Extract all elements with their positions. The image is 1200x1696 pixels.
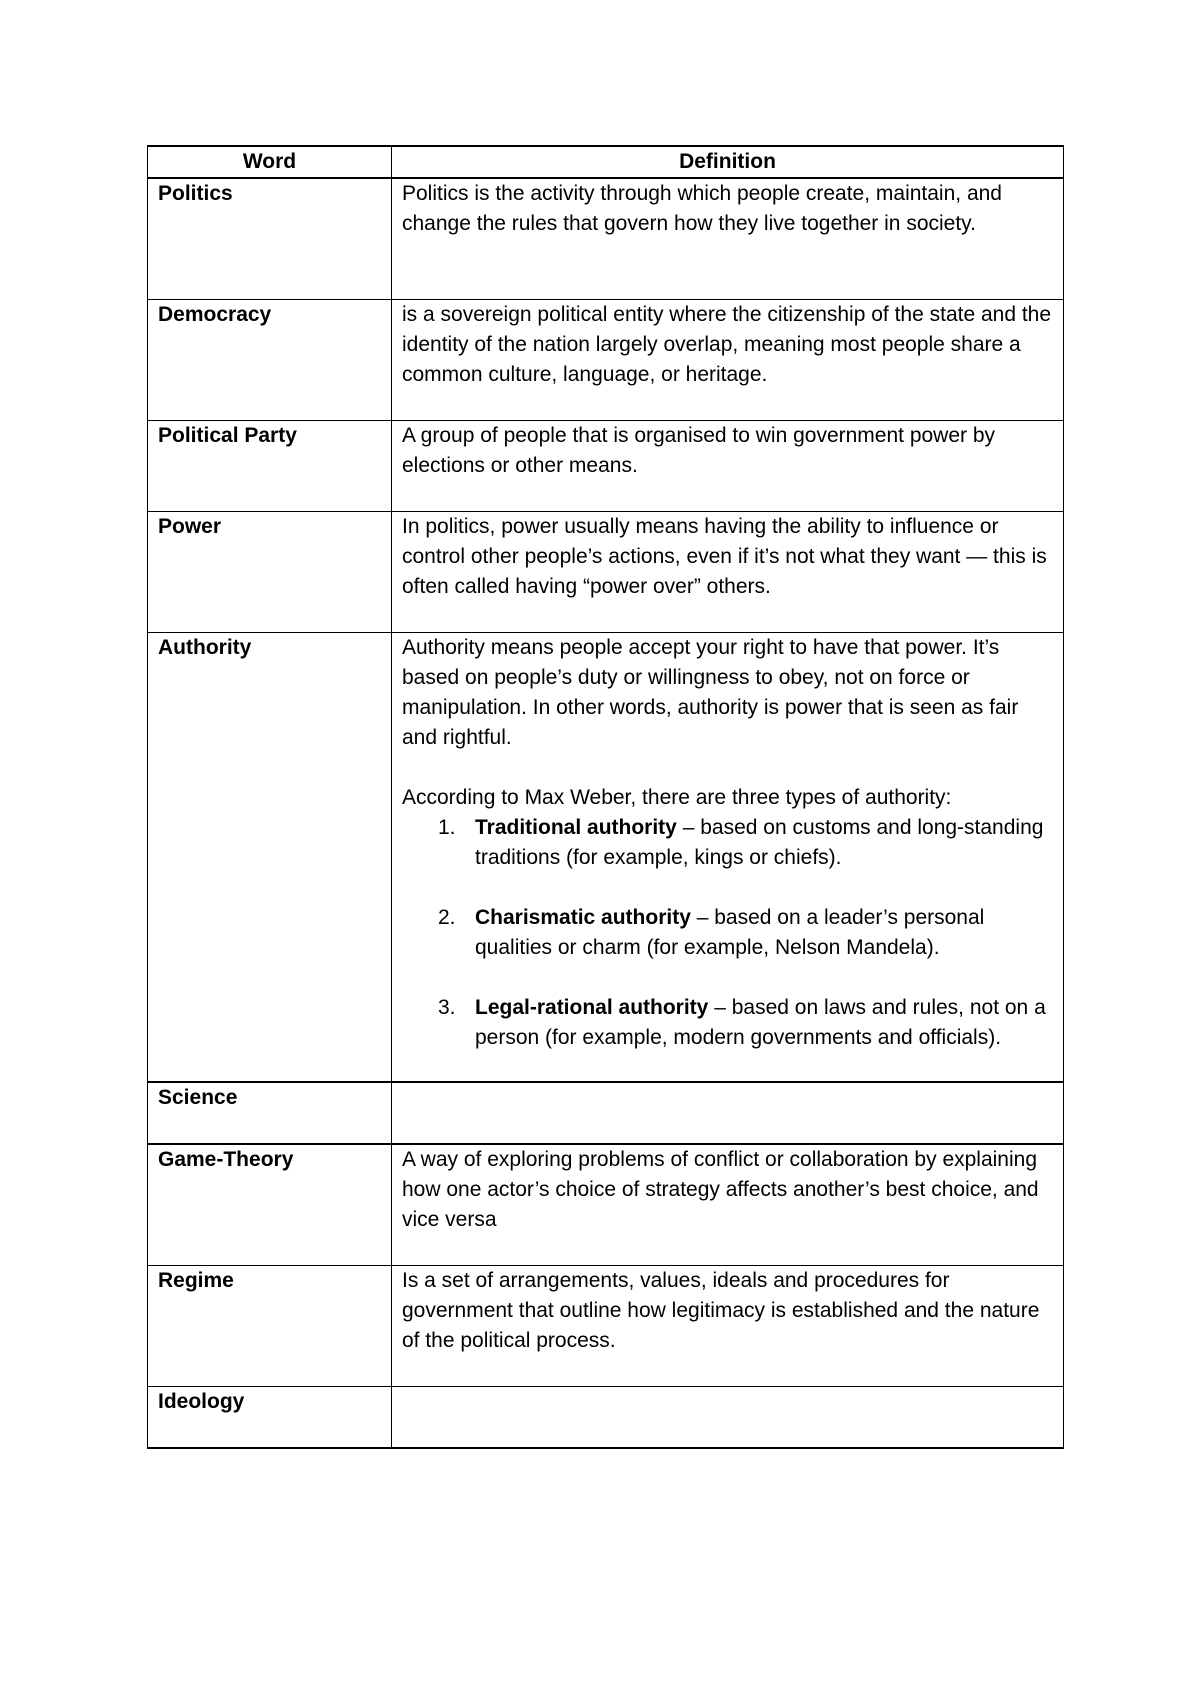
term-cell: Science [148, 1082, 392, 1144]
authority-types-list [402, 813, 1053, 1053]
list-number: 2. [438, 906, 456, 929]
paragraph-spacer [402, 753, 1053, 783]
table-row [148, 633, 1064, 1083]
list-item [438, 993, 1053, 1053]
term-cell: Democracy [148, 300, 392, 421]
term-cell: Politics [148, 178, 392, 300]
term-cell: Regime [148, 1266, 392, 1387]
definition-cell: A group of people that is organised to win government power by elections or other means. [392, 421, 1064, 512]
definition-cell [392, 1082, 1064, 1144]
authority-type-term: Legal-rational authority [475, 996, 709, 1019]
authority-type-description: – based on customs and long-standing traditions (for example, kings or chiefs). [475, 816, 1044, 869]
term-cell: Power [148, 512, 392, 633]
table-row [148, 1387, 1064, 1449]
term-cell: Political Party [148, 421, 392, 512]
table-row [148, 421, 1064, 512]
definition-cell: A way of exploring problems of conflict or collaboration by explaining how one actor’s choice of strategy affects another’s best choice, and vice versa [392, 1144, 1064, 1266]
table-row [148, 512, 1064, 633]
definition-cell: Is a set of arrangements, values, ideals and procedures for government that outline how legitimacy is established and the nature of the political process. [392, 1266, 1064, 1387]
definition-cell: Politics is the activity through which people create, maintain, and change the rules that govern how they live together in society. [392, 178, 1064, 300]
authority-definition: Authority means people accept your right to have that power. It’s based on people’s duty or willingness to obey, not on force or manipulation. In other words, authority is power that is seen as fair and rightful. [402, 636, 1019, 749]
term-cell: Authority [148, 633, 392, 1083]
authority-type-description: – based on a leader’s personal qualities or charm (for example, Nelson Mandela). [475, 906, 985, 959]
term-cell: Game-Theory [148, 1144, 392, 1266]
authority-type-term: Traditional authority [475, 816, 677, 839]
table-row [148, 1144, 1064, 1266]
definition-cell: is a sovereign political entity where the citizenship of the state and the identity of the nation largely overlap, meaning most people share a common culture, language, or heritage. [392, 300, 1064, 421]
list-number: 1. [438, 816, 456, 839]
table-row [148, 1082, 1064, 1144]
list-item [438, 903, 1053, 963]
list-number: 3. [438, 996, 456, 1019]
header-word: Word [148, 146, 392, 178]
authority-types-intro: According to Max Weber, there are three types of authority: [402, 786, 952, 809]
table-row [148, 1266, 1064, 1387]
authority-type-term: Charismatic authority [475, 906, 691, 929]
document-page [147, 145, 1063, 1449]
definition-cell [392, 1387, 1064, 1449]
table-header-row [148, 146, 1064, 178]
list-item [438, 813, 1053, 873]
vocabulary-table [147, 145, 1064, 1449]
term-cell: Ideology [148, 1387, 392, 1449]
definition-cell [392, 633, 1064, 1083]
authority-type-description: – based on laws and rules, not on a person (for example, modern governments and officials). [475, 996, 1046, 1049]
definition-cell: In politics, power usually means having the ability to influence or control other people’s actions, even if it’s not what they want — this is often called having “power over” others. [392, 512, 1064, 633]
table-row [148, 178, 1064, 300]
table-row [148, 300, 1064, 421]
header-definition: Definition [392, 146, 1064, 178]
